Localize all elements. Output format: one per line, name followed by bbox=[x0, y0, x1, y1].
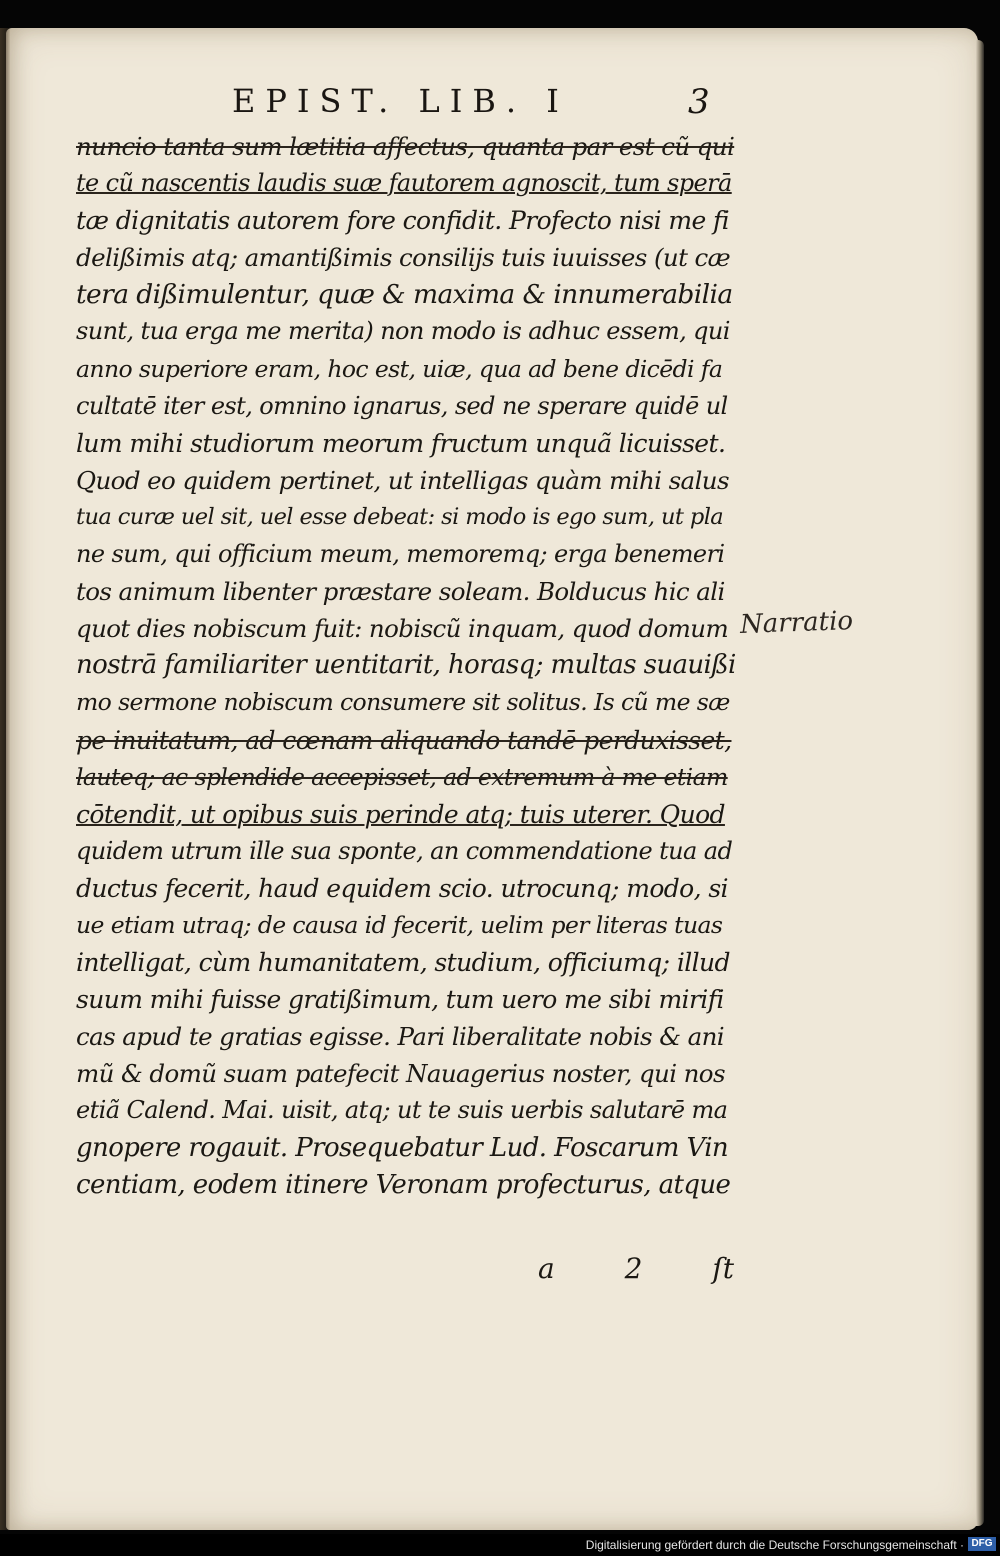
text-line: lum mihi studiorum meorum fructum unquã licuisset. bbox=[76, 428, 726, 458]
text-line: tos animum libenter præstare soleam. Bolducus hic ali bbox=[76, 577, 725, 607]
text-line: gnopere rogauit. Prosequebatur Lud. Foscarum Vin bbox=[76, 1132, 729, 1163]
marginal-annotation: Narratio bbox=[739, 606, 854, 640]
body-text bbox=[76, 128, 736, 1204]
page-number: 3 bbox=[688, 82, 710, 122]
text-line: lauteq; ac splendide accepisset, ad extremum à me etiam bbox=[76, 762, 728, 791]
page-edge bbox=[976, 40, 984, 1526]
text-line: sunt, tua erga me merita) non modo is adhuc essem, qui bbox=[76, 317, 730, 346]
text-line: mũ & domũ suam patefecit Nauagerius noster, qui nos bbox=[76, 1059, 725, 1089]
text-line: pe inuitatum, ad cœnam aliquando tandē perduxisset, bbox=[76, 725, 732, 755]
text-line: intelligat, cùm humanitatem, studium, officiumq; illud bbox=[76, 948, 730, 978]
running-title: EPIST. LIB. I bbox=[232, 82, 569, 120]
text-line: mo sermone nobiscum consumere sit solitus. Is cũ me sæ bbox=[76, 688, 730, 717]
text-line: nuncio tanta sum lætitia affectus, quanta par est cũ qui bbox=[76, 132, 735, 161]
text-line: cas apud te gratias egisse. Pari liberalitate nobis & ani bbox=[76, 1022, 725, 1052]
text-line: etiã Calend. Mai. uisit, atq; ut te suis uerbis salutarē ma bbox=[76, 1096, 728, 1125]
text-line: cōtendit, ut opibus suis perinde atq; tuis uterer. Quod bbox=[76, 799, 725, 829]
text-line: tua curæ uel sit, uel esse debeat: si modo is ego sum, ut pla bbox=[76, 503, 724, 530]
dfg-logo: DFG bbox=[968, 1537, 996, 1551]
text-line: ne sum, qui officium meum, memoremq; erga benemeri bbox=[76, 540, 725, 569]
text-line: cultatē iter est, omnino ignarus, sed ne sperare quidē ul bbox=[76, 391, 728, 420]
catchword: ſt bbox=[712, 1252, 734, 1285]
text-line: centiam, eodem itinere Veronam profecturus, atque bbox=[76, 1169, 731, 1200]
signature-number: 2 bbox=[624, 1252, 643, 1285]
text-line: tæ dignitatis autorem fore confidit. Profecto nisi me fi bbox=[76, 206, 730, 236]
text-line: te cũ nascentis laudis suæ fautorem agnoscit, tum sperā bbox=[76, 169, 732, 198]
text-line: quot dies nobiscum fuit: nobiscũ inquam, quod domum bbox=[76, 614, 729, 644]
funding-credit: Digitalisierung gefördert durch die Deutsche Forschungsgemeinschaft · bbox=[585, 1538, 964, 1552]
text-line: Quod eo quidem pertinet, ut intelligas quàm mihi salus bbox=[76, 465, 729, 495]
signature-line bbox=[538, 1252, 734, 1285]
text-line: quidem utrum ille sua sponte, an commendatione tua ad bbox=[76, 836, 733, 865]
text-line: suum mihi fuisse gratißimum, tum uero me sibi mirifi bbox=[76, 985, 724, 1015]
text-line: ductus fecerit, haud equidem scio. utrocunq; modo, si bbox=[76, 873, 728, 903]
text-line: tera dißimulentur, quæ & maxima & innumerabilia bbox=[76, 279, 733, 311]
text-line: nostrā familiariter uentitarit, horasq; multas suauißi bbox=[76, 650, 736, 681]
text-line: anno superiore eram, hoc est, uiæ, qua ad bene dicēdi fa bbox=[76, 354, 723, 383]
signature-letter: a bbox=[538, 1252, 555, 1285]
page-gutter bbox=[0, 28, 10, 1530]
text-line: ue etiam utraq; de causa id fecerit, uelim per literas tuas bbox=[76, 910, 723, 939]
text-line: delißimis atq; amantißimis consilijs tuis iuuisses (ut cæ bbox=[76, 243, 731, 273]
